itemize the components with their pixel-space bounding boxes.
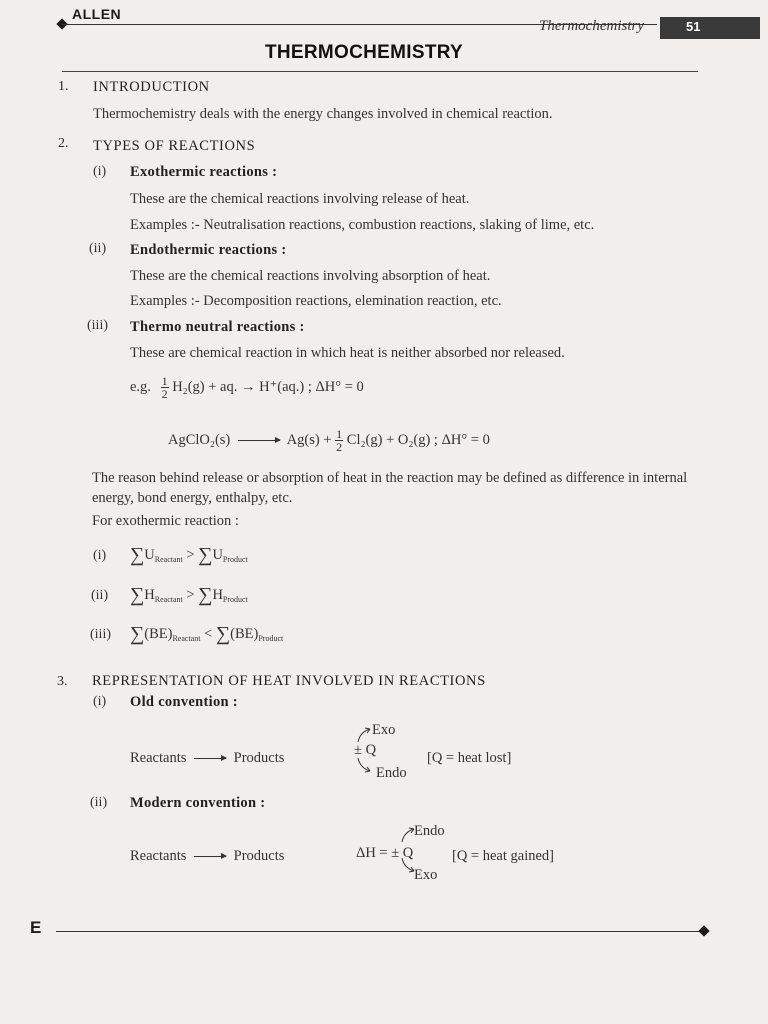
equation-2-reactant: AgClO₂(s)	[168, 431, 231, 448]
condition-3-label: (iii)	[90, 627, 111, 642]
exothermic-label: (i)	[93, 164, 107, 179]
endothermic-text: These are the chemical reactions involving absorption of heat.	[130, 268, 491, 284]
condition-1: $\sum U_{Reactant} > \sum U_{Product}$	[130, 544, 248, 566]
right-arrow-icon	[238, 440, 280, 441]
equation-1-rest: H₂(g) + aq. → H⁺(aq.) ; ΔH° = 0	[172, 378, 364, 395]
reason-text: The reason behind release or absorption of heat in the reaction may be defined as difference in internal	[92, 470, 688, 486]
exothermic-title: Exothermic reactions :	[130, 164, 278, 180]
old-convention-title: Old convention :	[130, 694, 238, 710]
footer-diamond-icon	[698, 925, 709, 936]
right-arrow-icon	[194, 758, 226, 759]
equation-2-rest: Cl₂(g) + O₂(g) ; ΔH° = 0	[346, 431, 490, 448]
old-endo-label: Endo	[376, 765, 407, 781]
title-rule	[62, 71, 698, 72]
thermoneutral-title: Thermo neutral reactions :	[130, 319, 305, 335]
section-1-number: 1.	[58, 79, 69, 94]
thermoneutral-label: (iii)	[87, 318, 108, 333]
sigma-icon: ∑	[198, 584, 213, 606]
condition-2: $\sum H_{Reactant} > \sum H_{Product}$	[130, 584, 248, 606]
footer-rule	[56, 931, 704, 932]
endothermic-label: (ii)	[89, 241, 107, 256]
old-convention-reaction: Reactants Products	[130, 750, 285, 766]
reason-text-2: energy, bond energy, enthalpy, etc.	[92, 490, 293, 506]
half-fraction: $\frac{1}{2}$	[336, 427, 343, 454]
equation-1	[130, 375, 364, 400]
endothermic-examples: Examples :- Decomposition reactions, elemination reaction, etc.	[130, 293, 502, 309]
sigma-icon: ∑	[130, 623, 145, 645]
eg-prefix: e.g.	[130, 378, 151, 395]
section-2-heading: TYPES OF REACTIONS	[93, 138, 256, 154]
sigma-icon: ∑	[130, 544, 145, 566]
modern-convention-note: [Q = heat gained]	[452, 848, 554, 864]
section-3-heading: REPRESENTATION OF HEAT INVOLVED IN REACTIONS	[92, 673, 486, 689]
equation-2-product: Ag(s) +	[286, 431, 332, 448]
page-number-box	[660, 17, 760, 39]
equation-2	[168, 428, 490, 453]
new-q-label: ΔH = ± Q	[356, 845, 414, 861]
new-exo-label: Exo	[414, 867, 438, 883]
old-convention-label: (i)	[93, 694, 107, 709]
right-arrow-icon	[194, 856, 226, 857]
exothermic-conditions-intro: For exothermic reaction :	[92, 513, 239, 529]
thermoneutral-text: These are chemical reaction in which heat is neither absorbed nor released.	[130, 345, 565, 361]
sigma-icon: ∑	[215, 623, 231, 645]
old-convention-note: [Q = heat lost]	[427, 750, 512, 766]
section-1-heading: INTRODUCTION	[93, 79, 210, 95]
section-3-number: 3.	[57, 674, 68, 689]
page-title: THERMOCHEMISTRY	[265, 42, 464, 63]
section-1-text: Thermochemistry deals with the energy changes involved in chemical reaction.	[93, 106, 553, 122]
exothermic-text: These are the chemical reactions involving release of heat.	[130, 191, 470, 207]
sigma-icon: ∑	[198, 544, 213, 566]
condition-1-label: (i)	[93, 548, 107, 563]
old-exo-label: Exo	[372, 722, 396, 738]
half-fraction: $\frac{1}{2}$	[161, 374, 168, 401]
publisher-logo: ALLEN	[72, 6, 122, 22]
footer-letter: E	[30, 918, 42, 937]
modern-convention-title: Modern convention :	[130, 795, 266, 811]
page-number: 51	[686, 19, 701, 34]
new-endo-label: Endo	[414, 823, 445, 839]
section-2-number: 2.	[58, 136, 69, 151]
condition-3: $\sum(BE)_{Reactant} < \sum(BE)_{Product}$	[130, 623, 284, 645]
old-q-label: ± Q	[354, 742, 377, 758]
exothermic-examples: Examples :- Neutralisation reactions, combustion reactions, slaking of lime, etc.	[130, 217, 595, 233]
condition-2-label: (ii)	[91, 588, 109, 603]
modern-convention-label: (ii)	[90, 795, 108, 810]
modern-convention-reaction: Reactants Products	[130, 848, 285, 864]
endothermic-title: Endothermic reactions :	[130, 242, 287, 258]
running-header-title: Thermochemistry	[539, 18, 644, 34]
sigma-icon: ∑	[130, 584, 145, 606]
